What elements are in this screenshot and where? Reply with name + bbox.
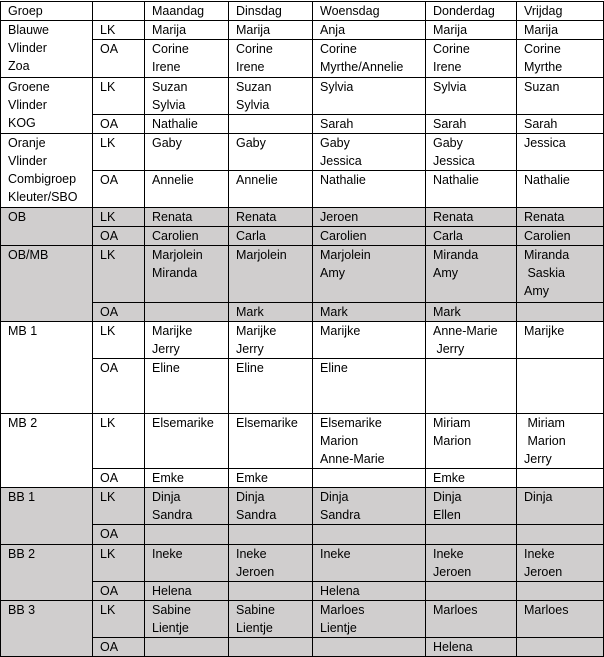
staff-type-cell: OA: [93, 171, 145, 208]
staff-name: Elsemarike: [320, 416, 382, 430]
schedule-cell-tuesday: [229, 601, 313, 638]
staff-type-cell: OA: [93, 582, 145, 601]
schedule-cell-tuesday: [229, 246, 313, 303]
group-name-cell: [1, 488, 93, 545]
staff-name: Gaby: [320, 136, 350, 150]
header-monday: Maandag: [145, 2, 229, 21]
table-row: [1, 601, 604, 638]
schedule-cell-thursday: [426, 322, 517, 359]
schedule-cell-tuesday: [229, 525, 313, 545]
staff-name: Amy: [320, 266, 345, 280]
staff-name: Marijke: [236, 324, 277, 338]
schedule-cell-friday: [517, 21, 604, 40]
staff-name: Ineke: [236, 547, 267, 561]
schedule-cell-monday: [145, 638, 229, 657]
schedule-cell-monday: [145, 582, 229, 601]
staff-name: Marjolein: [152, 248, 203, 262]
staff-name: Dinja: [524, 490, 553, 504]
staff-name: Lientje: [236, 621, 273, 635]
staff-name: Gaby: [433, 136, 463, 150]
staff-name: Dinja: [236, 490, 265, 504]
staff-type-cell: LK: [93, 208, 145, 227]
schedule-cell-wednesday: [313, 21, 426, 40]
staff-name: Anja: [320, 23, 346, 37]
group-name-line: MB 1: [8, 324, 38, 338]
staff-name: Helena: [152, 584, 192, 598]
staff-type-cell: LK: [93, 488, 145, 525]
schedule-cell-tuesday: [229, 227, 313, 246]
staff-name: Marloes: [320, 603, 365, 617]
staff-name: Marloes: [433, 603, 478, 617]
staff-name: Sylvia: [433, 80, 467, 94]
schedule-cell-tuesday: [229, 322, 313, 359]
schedule-cell-wednesday: [313, 414, 426, 469]
staff-name: Sylvia: [236, 98, 270, 112]
staff-name: Anne-Marie: [320, 452, 385, 466]
staff-name: Jeroen: [236, 565, 275, 579]
schedule-cell-monday: [145, 40, 229, 78]
table-row: [1, 488, 604, 525]
staff-name: Annelie: [236, 173, 278, 187]
schedule-cell-friday: [517, 40, 604, 78]
staff-name: Marloes: [524, 603, 569, 617]
staff-name: Corine: [236, 42, 273, 56]
schedule-cell-tuesday: [229, 40, 313, 78]
schedule-cell-friday: [517, 359, 604, 414]
table-row: [1, 208, 604, 227]
staff-name: Corine: [433, 42, 470, 56]
schedule-cell-tuesday: [229, 21, 313, 40]
staff-name: Sarah: [320, 117, 354, 131]
schedule-cell-thursday: [426, 359, 517, 414]
schedule-cell-thursday: [426, 115, 517, 134]
schedule-cell-friday: [517, 469, 604, 488]
schedule-cell-thursday: [426, 638, 517, 657]
group-name-cell: [1, 601, 93, 657]
group-name-line: OB: [8, 210, 27, 224]
schedule-cell-wednesday: [313, 303, 426, 322]
staff-type-cell: OA: [93, 359, 145, 414]
staff-name: Amy: [433, 266, 458, 280]
schedule-cell-wednesday: [313, 40, 426, 78]
schedule-cell-friday: [517, 545, 604, 582]
staff-type-cell: LK: [93, 134, 145, 171]
group-name-cell: [1, 134, 93, 208]
staff-name: Mark: [236, 305, 264, 319]
table-row: [1, 21, 604, 40]
group-name-line: Vlinder: [8, 154, 47, 168]
schedule-cell-tuesday: [229, 134, 313, 171]
staff-name: Renata: [524, 210, 565, 224]
staff-name: Corine: [524, 42, 561, 56]
schedule-cell-tuesday: [229, 414, 313, 469]
group-name-line: Zoa: [8, 59, 30, 73]
staff-name: Sylvia: [152, 98, 186, 112]
staff-name: Miriam: [524, 416, 565, 430]
group-name-line: BB 2: [8, 547, 36, 561]
schedule-cell-friday: [517, 303, 604, 322]
schedule-cell-friday: [517, 246, 604, 303]
schedule-cell-thursday: [426, 134, 517, 171]
staff-type-cell: OA: [93, 227, 145, 246]
staff-name: Mark: [433, 305, 461, 319]
staff-type-cell: LK: [93, 78, 145, 115]
schedule-cell-tuesday: [229, 545, 313, 582]
schedule-cell-friday: [517, 638, 604, 657]
staff-name: Myrthe: [524, 60, 563, 74]
staff-name: Ineke: [152, 547, 183, 561]
schedule-cell-monday: [145, 134, 229, 171]
schedule-cell-monday: [145, 414, 229, 469]
schedule-cell-monday: [145, 78, 229, 115]
staff-name: Marija: [524, 23, 559, 37]
schedule-cell-friday: [517, 414, 604, 469]
staff-name: Jessica: [433, 154, 475, 168]
staff-type-cell: LK: [93, 414, 145, 469]
schedule-cell-monday: [145, 246, 229, 303]
staff-name: Irene: [433, 60, 462, 74]
staff-type-cell: OA: [93, 303, 145, 322]
staff-name: Carolien: [320, 229, 367, 243]
schedule-cell-tuesday: [229, 638, 313, 657]
schedule-cell-monday: [145, 488, 229, 525]
staff-type-cell: OA: [93, 638, 145, 657]
staff-name: Miranda: [433, 248, 479, 262]
group-name-line: KOG: [8, 116, 36, 130]
staff-name: Irene: [236, 60, 265, 74]
schedule-cell-wednesday: [313, 545, 426, 582]
staff-name: Marija: [236, 23, 271, 37]
schedule-cell-wednesday: [313, 525, 426, 545]
staff-type-cell: LK: [93, 545, 145, 582]
header-friday: Vrijdag: [517, 2, 604, 21]
staff-type-cell: LK: [93, 322, 145, 359]
group-name-cell: [1, 246, 93, 322]
staff-name: Helena: [433, 640, 473, 654]
schedule-cell-monday: [145, 21, 229, 40]
staff-name: Jeroen: [524, 565, 563, 579]
staff-name: Jeroen: [433, 565, 472, 579]
schedule-cell-friday: [517, 322, 604, 359]
staff-name: Gaby: [236, 136, 266, 150]
schedule-cell-thursday: [426, 21, 517, 40]
staff-name: Marija: [152, 23, 187, 37]
staff-name: Lientje: [152, 621, 189, 635]
schedule-cell-tuesday: [229, 78, 313, 115]
schedule-cell-thursday: [426, 208, 517, 227]
schedule-cell-monday: [145, 322, 229, 359]
group-name-cell: [1, 208, 93, 246]
staff-name: Emke: [433, 471, 465, 485]
schedule-cell-thursday: [426, 582, 517, 601]
schedule-cell-tuesday: [229, 303, 313, 322]
schedule-cell-monday: [145, 171, 229, 208]
header-row: [1, 2, 604, 21]
group-name-cell: [1, 78, 93, 134]
staff-name: Carolien: [152, 229, 199, 243]
schedule-cell-thursday: [426, 601, 517, 638]
group-name-line: Oranje: [8, 136, 46, 150]
staff-name: Marion: [524, 434, 566, 448]
group-name-line: OB/MB: [8, 248, 49, 262]
table-row: [1, 545, 604, 582]
staff-name: Ineke: [433, 547, 464, 561]
staff-name: Nathalie: [152, 117, 198, 131]
schedule-cell-friday: [517, 78, 604, 115]
staff-name: Emke: [236, 471, 268, 485]
staff-name: Suzan: [524, 80, 560, 94]
staff-name: Sylvia: [320, 80, 354, 94]
schedule-cell-friday: [517, 227, 604, 246]
group-name-line: Kleuter/SBO: [8, 190, 78, 204]
staff-name: Amy: [524, 284, 549, 298]
schedule-cell-thursday: [426, 525, 517, 545]
staff-name: Helena: [320, 584, 360, 598]
staff-name: Jessica: [524, 136, 566, 150]
schedule-cell-wednesday: [313, 78, 426, 115]
staff-name: Dinja: [320, 490, 349, 504]
group-name-line: BB 1: [8, 490, 36, 504]
staff-name: Emke: [152, 471, 184, 485]
schedule-cell-wednesday: [313, 171, 426, 208]
staff-name: Renata: [236, 210, 277, 224]
group-name-cell: [1, 414, 93, 488]
staff-type-cell: OA: [93, 469, 145, 488]
schedule-cell-tuesday: [229, 208, 313, 227]
schedule-cell-tuesday: [229, 582, 313, 601]
schedule-cell-wednesday: [313, 638, 426, 657]
schedule-cell-friday: [517, 115, 604, 134]
schedule-cell-tuesday: [229, 488, 313, 525]
staff-name: Sandra: [236, 508, 277, 522]
group-name-line: BB 3: [8, 603, 36, 617]
staff-name: Eline: [152, 361, 180, 375]
staff-name: Miranda: [524, 248, 570, 262]
table-row: [1, 246, 604, 303]
staff-name: Elsemarike: [236, 416, 298, 430]
schedule-cell-tuesday: [229, 469, 313, 488]
staff-name: Elsemarike: [152, 416, 214, 430]
schedule-cell-tuesday: [229, 115, 313, 134]
staff-name: Jerry: [524, 452, 552, 466]
staff-name: Sarah: [524, 117, 558, 131]
group-name-cell: [1, 21, 93, 78]
staff-name: Carolien: [524, 229, 571, 243]
schedule-cell-wednesday: [313, 227, 426, 246]
group-name-line: Groene: [8, 80, 50, 94]
staff-name: Sandra: [320, 508, 361, 522]
staff-name: Dinja: [433, 490, 462, 504]
staff-name: Nathalie: [524, 173, 570, 187]
staff-name: Ineke: [524, 547, 555, 561]
staff-name: Dinja: [152, 490, 181, 504]
schedule-cell-wednesday: [313, 322, 426, 359]
group-name-line: Vlinder: [8, 98, 47, 112]
schedule-cell-monday: [145, 227, 229, 246]
schedule-cell-wednesday: [313, 208, 426, 227]
staff-name: Marijke: [524, 324, 565, 338]
staff-type-cell: OA: [93, 40, 145, 78]
staff-name: Jessica: [320, 154, 362, 168]
header-wednesday: Woensdag: [313, 2, 426, 21]
schedule-cell-monday: [145, 359, 229, 414]
schedule-cell-thursday: [426, 469, 517, 488]
schedule-cell-monday: [145, 303, 229, 322]
staff-name: Nathalie: [433, 173, 479, 187]
header-type: [93, 2, 145, 21]
schedule-cell-friday: [517, 582, 604, 601]
group-name-cell: [1, 322, 93, 414]
staff-name: Mark: [320, 305, 348, 319]
staff-name: Saskia: [524, 266, 565, 280]
staff-name: Jerry: [152, 342, 180, 356]
group-name-line: Combigroep: [8, 172, 77, 186]
schedule-cell-friday: [517, 171, 604, 208]
staff-name: Anne-Marie: [433, 324, 498, 338]
staff-type-cell: LK: [93, 246, 145, 303]
staff-name: Marjolein: [320, 248, 371, 262]
staff-name: Marija: [433, 23, 468, 37]
schedule-cell-tuesday: [229, 359, 313, 414]
schedule-cell-friday: [517, 525, 604, 545]
table-row: [1, 78, 604, 115]
schedule-cell-thursday: [426, 40, 517, 78]
schedule-cell-wednesday: [313, 488, 426, 525]
staff-name: Sabine: [152, 603, 191, 617]
group-name-line: Blauwe: [8, 23, 49, 37]
staff-name: Marijke: [320, 324, 361, 338]
staff-name: Jeroen: [320, 210, 359, 224]
staff-name: Myrthe/Annelie: [320, 60, 404, 74]
staff-name: Marion: [320, 434, 359, 448]
staff-name: Suzan: [236, 80, 272, 94]
staff-name: Irene: [152, 60, 181, 74]
staff-name: Carla: [236, 229, 266, 243]
rooster-table: [0, 1, 604, 657]
staff-name: Gaby: [152, 136, 182, 150]
schedule-cell-wednesday: [313, 134, 426, 171]
staff-type-cell: OA: [93, 115, 145, 134]
table-row: [1, 134, 604, 171]
staff-name: Marjolein: [236, 248, 287, 262]
schedule-cell-monday: [145, 115, 229, 134]
schedule-cell-wednesday: [313, 359, 426, 414]
staff-name: Sarah: [433, 117, 467, 131]
schedule-cell-thursday: [426, 78, 517, 115]
staff-name: Sabine: [236, 603, 275, 617]
staff-name: Ineke: [320, 547, 351, 561]
schedule-cell-monday: [145, 525, 229, 545]
staff-name: Eline: [236, 361, 264, 375]
schedule-cell-wednesday: [313, 115, 426, 134]
schedule-cell-wednesday: [313, 601, 426, 638]
staff-name: Marijke: [152, 324, 193, 338]
staff-name: Miranda: [152, 266, 198, 280]
staff-name: Annelie: [152, 173, 194, 187]
staff-name: Renata: [433, 210, 474, 224]
group-name-cell: [1, 545, 93, 601]
header-group: Groep: [1, 2, 93, 21]
schedule-cell-tuesday: [229, 171, 313, 208]
schedule-cell-wednesday: [313, 246, 426, 303]
group-name-line: MB 2: [8, 416, 38, 430]
staff-name: Nathalie: [320, 173, 366, 187]
header-thursday: Donderdag: [426, 2, 517, 21]
staff-name: Marion: [433, 434, 472, 448]
header-tuesday: Dinsdag: [229, 2, 313, 21]
schedule-cell-thursday: [426, 414, 517, 469]
schedule-cell-monday: [145, 469, 229, 488]
staff-name: Eline: [320, 361, 348, 375]
schedule-cell-thursday: [426, 545, 517, 582]
schedule-cell-thursday: [426, 303, 517, 322]
staff-type-cell: LK: [93, 601, 145, 638]
staff-type-cell: LK: [93, 21, 145, 40]
schedule-cell-friday: [517, 601, 604, 638]
table-row: [1, 414, 604, 469]
staff-name: Corine: [320, 42, 357, 56]
schedule-cell-monday: [145, 545, 229, 582]
staff-name: Suzan: [152, 80, 188, 94]
schedule-cell-thursday: [426, 246, 517, 303]
schedule-cell-friday: [517, 208, 604, 227]
schedule-cell-friday: [517, 134, 604, 171]
schedule-cell-thursday: [426, 227, 517, 246]
schedule-cell-thursday: [426, 488, 517, 525]
table-row: [1, 322, 604, 359]
staff-name: Sandra: [152, 508, 193, 522]
schedule-cell-monday: [145, 601, 229, 638]
schedule-cell-monday: [145, 208, 229, 227]
staff-name: Lientje: [320, 621, 357, 635]
schedule-cell-thursday: [426, 171, 517, 208]
staff-name: Jerry: [433, 342, 465, 356]
group-name-line: Vlinder: [8, 41, 47, 55]
staff-name: Corine: [152, 42, 189, 56]
schedule-cell-friday: [517, 488, 604, 525]
staff-name: Jerry: [236, 342, 264, 356]
staff-type-cell: OA: [93, 525, 145, 545]
staff-name: Renata: [152, 210, 193, 224]
staff-name: Miriam: [433, 416, 471, 430]
staff-name: Ellen: [433, 508, 461, 522]
schedule-cell-wednesday: [313, 469, 426, 488]
staff-name: Carla: [433, 229, 463, 243]
schedule-cell-wednesday: [313, 582, 426, 601]
